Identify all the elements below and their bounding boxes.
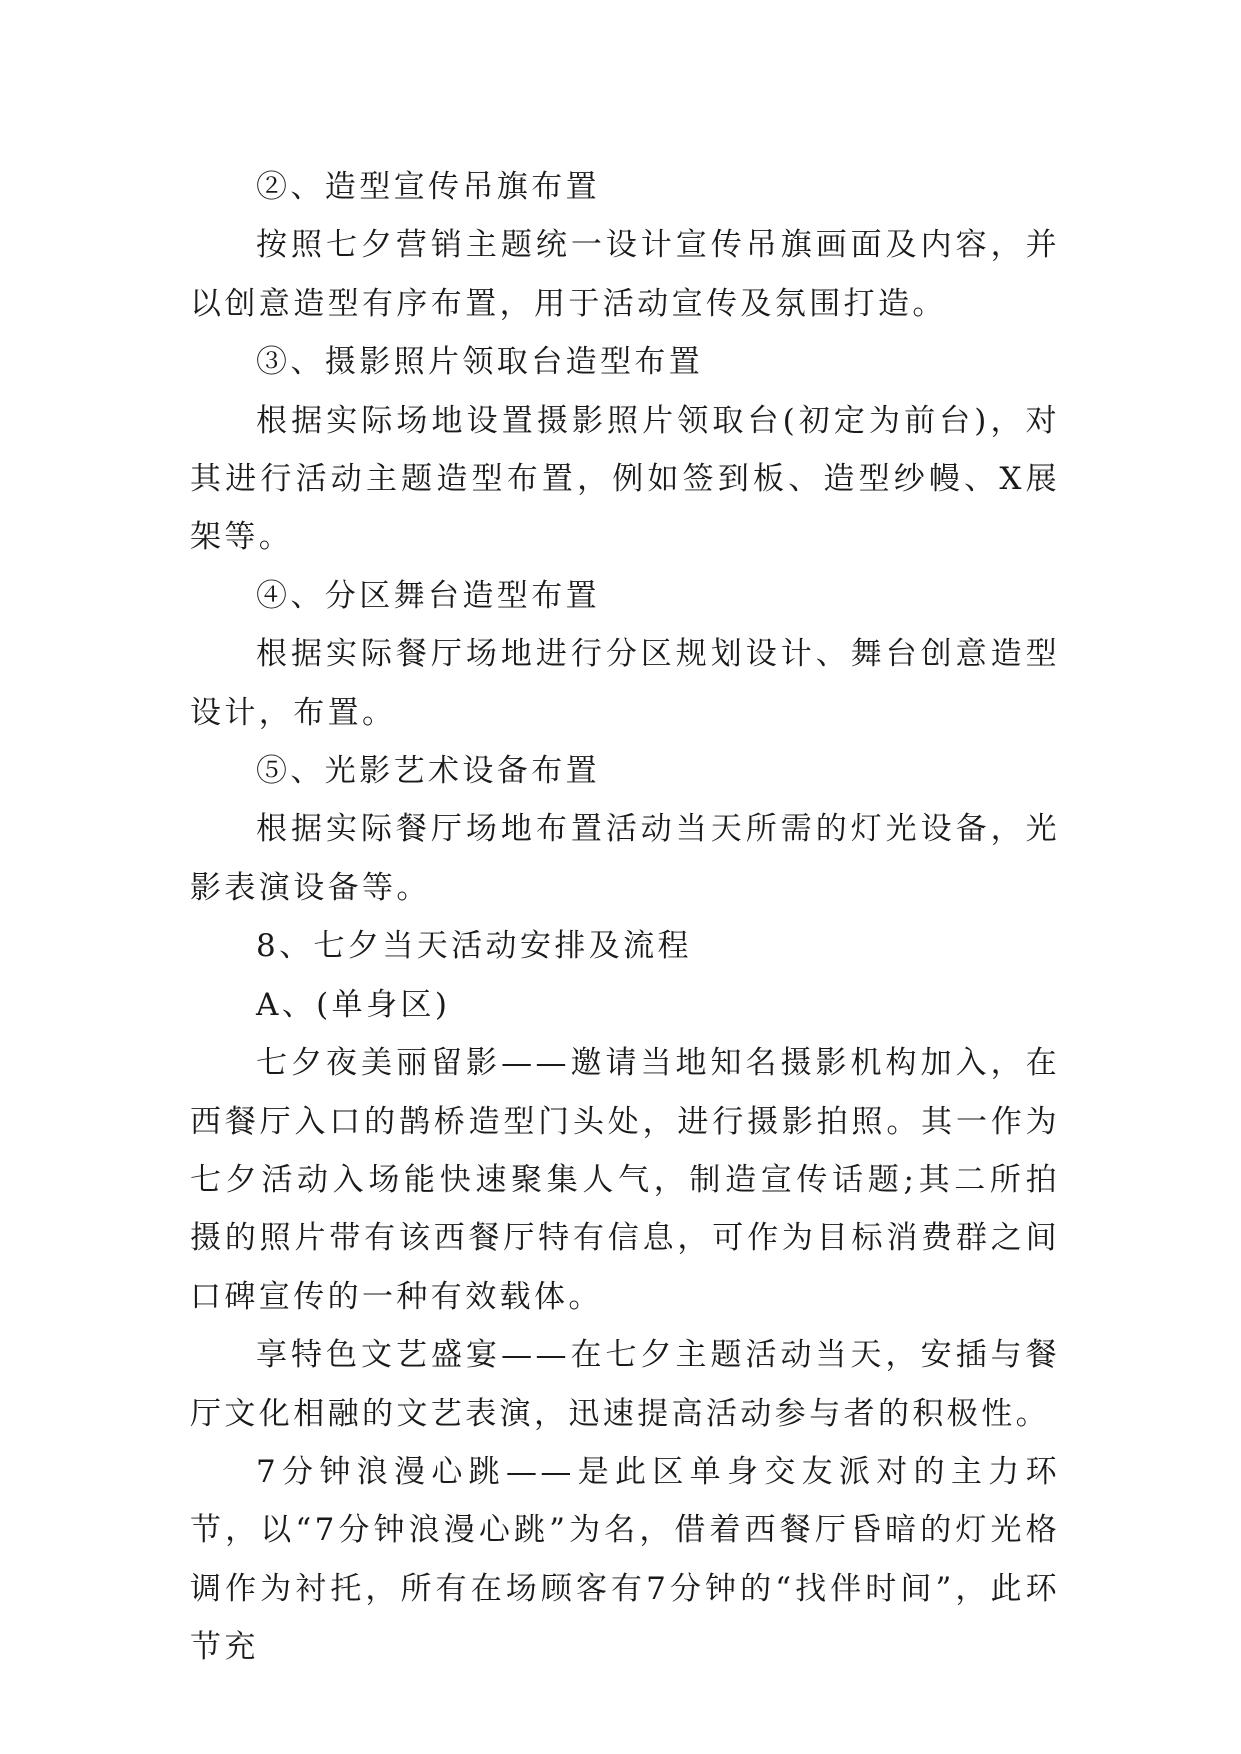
section-heading-schedule: 8、七夕当天活动安排及流程 [256,928,692,965]
section-heading-photo-desk: ③、摄影照片领取台造型布置 [256,344,704,381]
subsection-heading-singles-area: A、(单身区) [256,986,451,1023]
document-body [190,158,1060,1677]
section-heading-lighting: ⑤、光影艺术设备布置 [256,753,600,790]
paragraph-seven-minutes: 7分钟浪漫心跳——是此区单身交友派对的主力环节，以“7分钟浪漫心跳”为名，借着西餐厅昏暗的灯光格调作为衬托，所有在场顾客有7分钟的“找伴时间”，此环节充 [190,1453,1060,1666]
paragraph-lighting: 根据实际餐厅场地布置活动当天所需的灯光设备，光影表演设备等。 [190,811,1060,906]
paragraph-stage: 根据实际餐厅场地进行分区规划设计、舞台创意造型设计，布置。 [190,636,1060,731]
paragraph-art-feast: 享特色文艺盛宴——在七夕主题活动当天，安插与餐厅文化相融的文艺表演，迅速提高活动参与者的积极性。 [190,1337,1060,1432]
section-heading-hanging-flags: ②、造型宣传吊旗布置 [256,169,600,205]
paragraph-photo-session: 七夕夜美丽留影——邀请当地知名摄影机构加入，在西餐厅入口的鹊桥造型门头处，进行摄影拍照。其一作为七夕活动入场能快速聚集人气，制造宣传话题;其二所拍摄的照片带有该西餐厅特有信息，可作为目标消费群之间口碑宣传的一种有效载体。 [190,1045,1060,1315]
paragraph-photo-desk: 根据实际场地设置摄影照片领取台(初定为前台)，对其进行活动主题造型布置，例如签到板、造型纱幔、X展架等。 [190,402,1060,556]
paragraph-hanging-flags: 按照七夕营销主题统一设计宣传吊旗画面及内容，并以创意造型有序布置，用于活动宣传及氛围打造。 [190,227,1060,322]
section-heading-stage: ④、分区舞台造型布置 [256,577,600,614]
